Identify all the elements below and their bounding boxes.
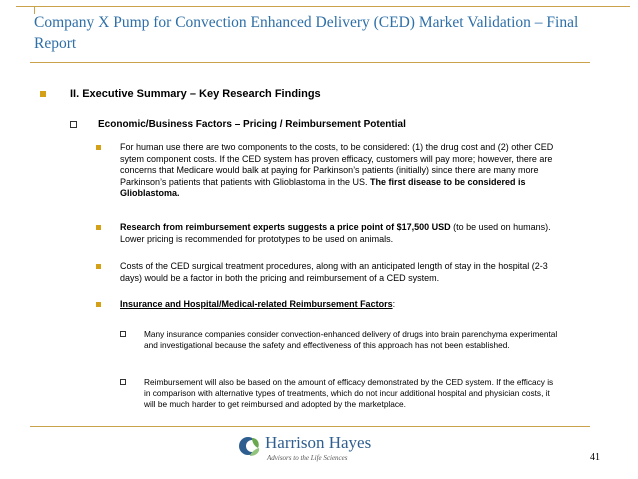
title-divider [30, 62, 590, 63]
hollow-square-bullet-icon [70, 121, 77, 128]
section-heading: II. Executive Summary – Key Research Findings [70, 88, 321, 100]
bullet-text: For human use there are two components to the costs, to be considered: (1) the drug cost and (2) other CED sytem component costs. If the CED system has proven efficacy, customers will pay more; however, there are concerns that Medicare would balk at paying for Parkinson’s patients (initially) since there are many more Parkinson’s patients that patients with Glioblastoma in the US. [120, 142, 554, 187]
logo-tagline: Advisors to the Life Sciences [267, 454, 348, 462]
bullet-text: (to be used on humans). Lower pricing is recommended for prototypes to be used on animals. [120, 222, 551, 244]
list-item-costs-components [96, 142, 556, 200]
square-bullet-icon [96, 302, 101, 307]
hollow-square-bullet-icon [120, 331, 126, 337]
bullet-text: : [392, 299, 396, 309]
square-bullet-icon [96, 145, 101, 150]
sub-bullet-text: Reimbursement will also be based on the amount of efficacy demonstrated by the CED system. If the efficacy is in comparison with alternative types of treatments, which do not incur additional hospital and physician costs, it will be much harder to get reimbursed and adopted by the marketplace. [144, 377, 554, 410]
list-item-reimbursement-efficacy [120, 377, 560, 411]
list-item-insurance-factors [96, 299, 556, 311]
footer-divider [30, 426, 590, 427]
subsection-heading: Economic/Business Factors – Pricing / Reimbursement Potential [98, 119, 406, 130]
sub-bullet-text: Many insurance companies consider convection-enhanced delivery of drugs into brain parenchyma experimental and investigational because the safety and effectiveness of this approach has not been established. [144, 329, 558, 351]
logo-name: Harrison Hayes [265, 433, 372, 452]
list-item-insurance-experimental [120, 329, 560, 351]
bullet-text: Costs of the CED surgical treatment procedures, along with an anticipated length of stay in the hospital (2-3 days) would be a factor in both the pricing and reimbursement of a CED system. [120, 261, 548, 283]
harrison-hayes-leaf-logo-icon [238, 434, 262, 458]
company-logo [238, 432, 408, 466]
bullet-underlined-text: Insurance and Hospital/Medical-related Reimbursement Factors [120, 299, 393, 309]
square-bullet-icon [40, 91, 46, 97]
square-bullet-icon [96, 264, 101, 269]
bullet-bold-text: Research from reimbursement experts suggests a price point of $17,500 USD [120, 222, 451, 232]
top-border-line [16, 6, 630, 7]
list-item-surgical-costs [96, 261, 556, 284]
square-bullet-icon [96, 225, 101, 230]
bullet-bold-text: The first disease to be considered is Glioblastoma. [120, 176, 526, 199]
slide-title: Company X Pump for Convection Enhanced Delivery (CED) Market Validation – Final Report [34, 14, 579, 52]
hollow-square-bullet-icon [120, 379, 126, 385]
page-number: 41 [590, 452, 600, 463]
list-item-price-point [96, 222, 556, 245]
